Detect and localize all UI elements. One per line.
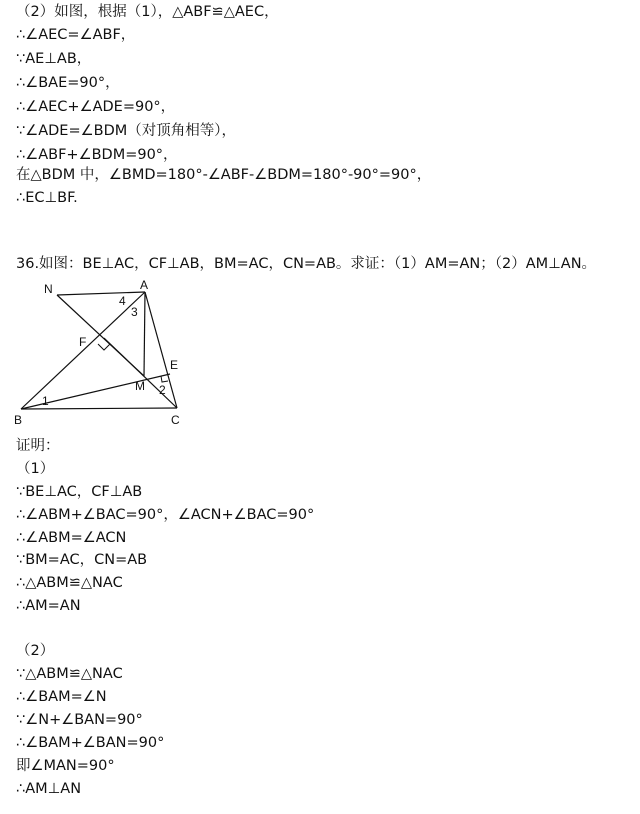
label-c: C [171, 413, 180, 426]
proof-line: ∴AM⊥AN [16, 781, 82, 797]
label-angle-3: 3 [131, 305, 138, 319]
label-a: A [140, 278, 149, 292]
label-angle-1: 1 [42, 394, 49, 408]
right-angle-mark-f [98, 344, 110, 350]
label-angle-2: 2 [159, 383, 166, 397]
proof-line: ∵BE⊥AC，CF⊥AB [16, 484, 143, 500]
proof-line: 即∠MAN=90° [16, 758, 115, 774]
proof-line: ∵BM=AC，CN=AB [16, 552, 148, 568]
right-angle-mark-e [161, 376, 168, 382]
label-m: M [135, 379, 145, 393]
label-n: N [44, 282, 53, 296]
proof-line: ∴∠AEC+∠ADE=90°， [16, 99, 176, 115]
segment-ab [21, 292, 145, 409]
proof-line: ∵∠ADE=∠BDM（对顶角相等）， [16, 123, 236, 139]
proof-line: ∴∠AEC=∠ABF， [16, 27, 136, 43]
segment-na [57, 292, 145, 295]
proof-line: ∵AE⊥AB， [16, 51, 92, 67]
proof-line: 在△BDM 中，∠BMD=180°-∠ABF-∠BDM=180°-90°=90°， [16, 167, 432, 183]
proof-line: ∴∠ABM=∠ACN [16, 530, 127, 546]
proof-line: ∴∠BAM+∠BAN=90° [16, 735, 165, 751]
proof-line: ∴AM=AN [16, 598, 81, 614]
problem-36-statement: 36.如图：BE⊥AC，CF⊥AB，BM=AC，CN=AB。求证：（1）AM=AN；（2）AM⊥AN。 [16, 256, 597, 272]
label-angle-4: 4 [119, 294, 126, 308]
geometry-figure [10, 278, 200, 426]
segment-bc [21, 408, 177, 409]
label-b: B [14, 413, 23, 426]
label-e: E [170, 358, 179, 372]
proof-line: ∴∠BAM=∠N [16, 689, 107, 705]
proof-line: ∴∠BAE=90°， [16, 75, 120, 91]
proof-heading: 证明： [16, 438, 60, 454]
proof-line: （2）如图，根据（1），△ABF≌△AEC， [16, 4, 279, 20]
label-f: F [79, 335, 87, 349]
proof-line: ∴∠ABM+∠BAC=90°，∠ACN+∠BAC=90° [16, 507, 315, 523]
proof-line: （2） [16, 643, 55, 659]
proof-line: ∵△ABM≌△NAC [16, 666, 123, 682]
proof-line: ∵∠N+∠BAN=90° [16, 712, 143, 728]
proof-line: ∴△ABM≌△NAC [16, 575, 123, 591]
proof-line: （1） [16, 461, 55, 477]
segment-am [144, 292, 145, 376]
proof-line: ∴∠ABF+∠BDM=90°， [16, 147, 178, 163]
segment-fc [104, 338, 177, 408]
proof-line: ∴EC⊥BF. [16, 190, 78, 206]
